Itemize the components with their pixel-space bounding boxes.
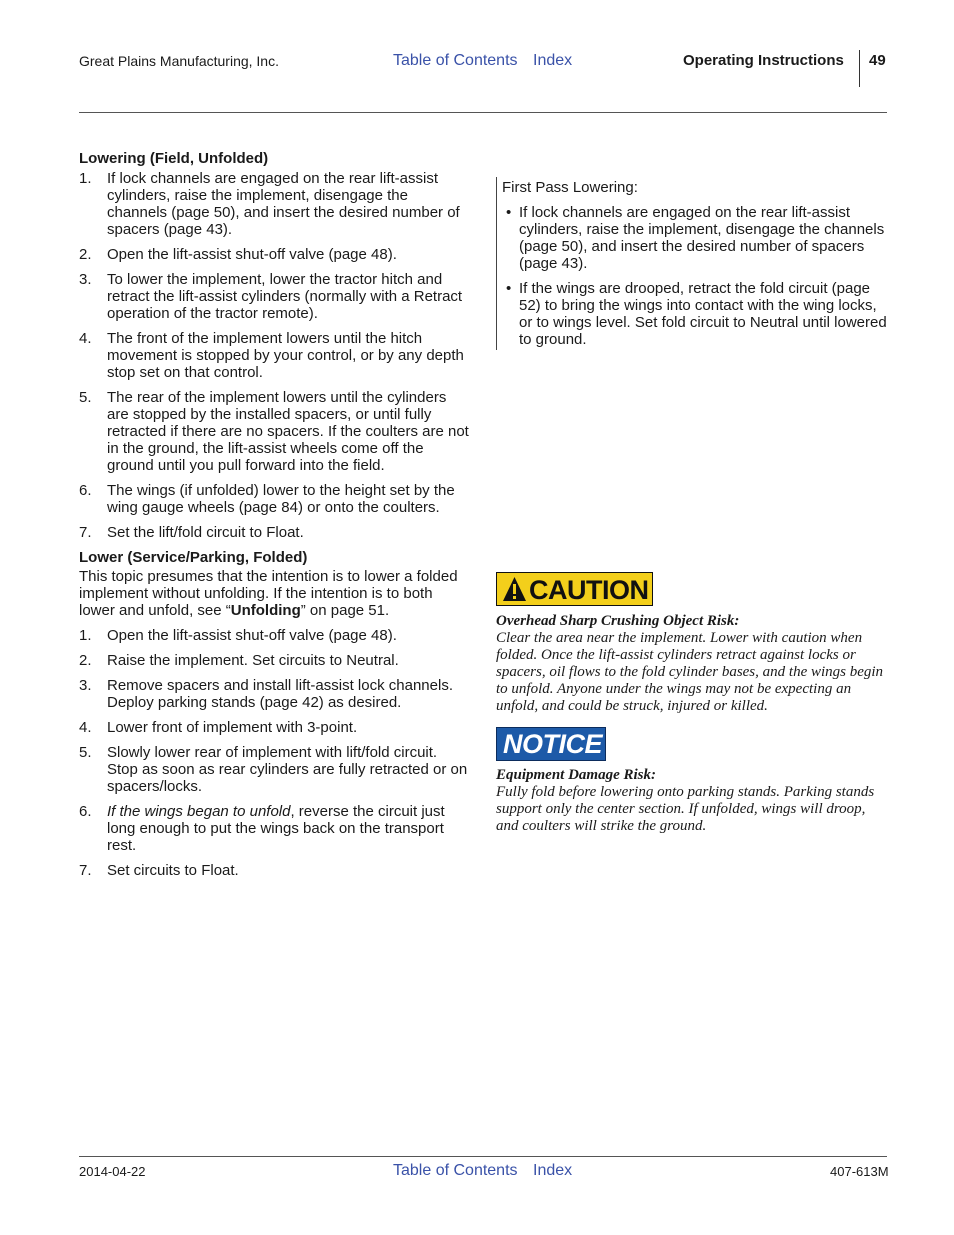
lower-step-6 [79,803,471,854]
step6-italic: If the wings began to unfold [107,803,291,820]
intro-text-b: ” on page 51. [300,602,390,619]
step-number: 1. [79,170,92,187]
header-index-link[interactable]: Index [533,52,573,69]
notice-text: Fully fold before lowering onto parking stands. Parking stands support only the center section. If unfolded, wings will droop, and coulters will strike the ground. [496,784,875,834]
step-number: 1. [79,627,92,644]
page-number: 49 [869,52,886,69]
step-number: 6. [79,482,92,499]
list-item [79,482,471,516]
list-item [79,719,471,736]
caution-banner [496,572,653,606]
section-title: Operating Instructions [683,52,844,69]
list-item [79,744,471,795]
step-number: 5. [79,389,92,406]
first-pass-title: First Pass Lowering: [502,179,638,196]
list-item [79,389,471,474]
step-number: 7. [79,524,92,541]
step-text: Remove spacers and install lift-assist lock channels. Deploy parking stands (page 42) as desired. [107,677,453,711]
step-text: The wings (if unfolded) lower to the height set by the wing gauge wheels (page 84) or onto the coulters. [107,482,455,516]
left-column [79,150,471,879]
first-pass-box [502,179,887,356]
step-number: 6. [79,803,92,820]
warning-triangle-icon [502,576,527,602]
list-item [79,524,471,541]
list-item [79,652,471,669]
first-pass-bar [496,177,497,350]
intro-text-a: This topic presumes that the intention is to lower a folded implement without unfolding. If the intention is to both lower and unfold, see “ [79,568,458,619]
step-number: 3. [79,271,92,288]
step-number: 5. [79,744,92,761]
step-number: 2. [79,652,92,669]
company-name: Great Plains Manufacturing, Inc. [79,53,279,69]
step-text: Open the lift-assist shut-off valve (page 48). [107,627,397,644]
list-item [79,246,471,263]
bullet-text: If lock channels are engaged on the rear lift-assist cylinders, raise the implement, disengage the channels (page 50), and insert the desired number of spacers (page 43). [519,204,885,272]
step-text: Open the lift-assist shut-off valve (page 48). [107,246,397,263]
caution-label: CAUTION [529,575,649,605]
step-text: Set the lift/fold circuit to Float. [107,524,304,541]
step-text: The rear of the implement lowers until the cylinders are stopped by the installed spacers, or until fully retracted if there are no spacers. If the coulters are not in the ground, the lift-assist wheels come off the ground until you pull forward into the field. [107,389,469,474]
lowering-heading: Lowering (Field, Unfolded) [79,150,269,167]
step-number: 7. [79,862,92,879]
footer-date: 2014-04-22 [79,1164,146,1179]
notice-label: NOTICE [503,729,603,759]
list-item [79,170,471,238]
notice-banner [496,727,606,761]
step-number: 4. [79,330,92,347]
footer-index-link[interactable]: Index [533,1162,573,1179]
notice-title: Equipment Damage Risk: [496,767,657,783]
step-number: 3. [79,677,92,694]
header-toc-link[interactable]: Table of Contents [393,52,518,69]
caution-text: Clear the area near the implement. Lower with caution when folded. Once the lift-assist cylinders retract against locks or spacers, oil flows to the fold cylinder bases, and the wings begin to unfold. Anyone under the wings may not be expecting an unfold, and could be struck, injured or killed. [496,630,884,714]
lowering-steps [79,170,471,541]
list-item [79,271,471,322]
lower-steps [79,627,471,879]
footer-toc-link[interactable]: Table of Contents [393,1162,518,1179]
list-item [79,677,471,711]
lower-intro [79,568,471,619]
unfolding-ref: Unfolding [230,602,301,619]
lower-step-7 [79,862,471,879]
step-text: Slowly lower rear of implement with lift/fold circuit. Stop as soon as rear cylinders are fully retracted or on spacers/locks. [107,744,468,795]
bullet-item [502,204,887,272]
first-pass-bullets [502,204,887,348]
bullet-item [502,280,887,348]
step-text: Raise the implement. Set circuits to Neutral. [107,652,399,669]
header-rule [79,112,887,113]
step-text: Set circuits to Float. [107,862,239,879]
step-text: The front of the implement lowers until the hitch movement is stopped by your control, or by any depth stop set on that control. [107,330,464,381]
doc-number: 407-613M [830,1164,889,1179]
bullet-text: If the wings are drooped, retract the fold circuit (page 52) to bring the wings into contact with the wing locks, or to wings level. Set fold circuit to Neutral until lowered to ground. [519,280,887,348]
notice-message [496,767,888,835]
step-text: If lock channels are engaged on the rear lift-assist cylinders, raise the implement, disengage the channels (page 50), and insert the desired number of spacers (page 43). [107,170,460,238]
step-text: To lower the implement, lower the tractor hitch and retract the lift-assist cylinders (normally with a Retract operation of the tractor remote). [107,271,463,322]
list-item [79,330,471,381]
step-number: 2. [79,246,92,263]
bullet-icon: • [506,204,512,221]
step-number: 4. [79,719,92,736]
lower-heading: Lower (Service/Parking, Folded) [79,549,308,566]
header-divider [859,50,860,87]
caution-message [496,613,888,715]
list-item [79,627,471,644]
footer-rule [79,1156,887,1157]
step6-rest: , reverse the circuit just long enough to put the wings back on the transport rest. [107,803,445,854]
bullet-icon: • [506,280,512,297]
caution-title: Overhead Sharp Crushing Object Risk: [496,613,740,629]
step-text: Lower front of implement with 3-point. [107,719,358,736]
